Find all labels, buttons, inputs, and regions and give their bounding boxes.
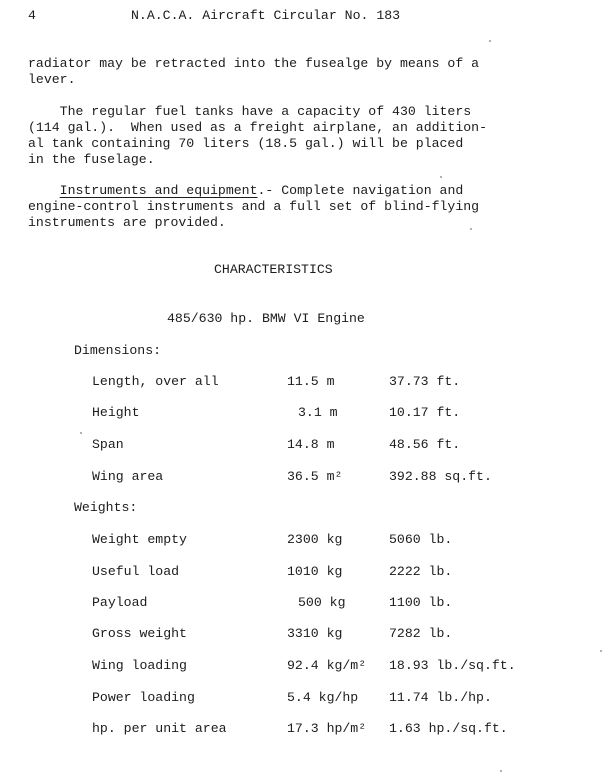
paragraph-line: in the fuselage. (28, 152, 155, 167)
imperial-value: 392.88 sq.ft. (389, 469, 492, 484)
metric-value: 3310 kg (287, 626, 343, 641)
paragraph-text: .- Complete navigation and (257, 183, 464, 198)
running-header: N.A.C.A. Aircraft Circular No. 183 (131, 8, 401, 23)
metric-value: 17.3 hp/m² (287, 721, 367, 736)
paragraph-line (28, 183, 463, 199)
imperial-value: 37.73 ft. (389, 374, 461, 389)
imperial-value: 2222 lb. (389, 564, 453, 579)
imperial-value: 1100 lb. (389, 595, 453, 610)
scan-speck (440, 176, 442, 178)
row-label: Span (92, 437, 124, 452)
scan-speck (470, 228, 472, 230)
imperial-value: 5060 lb. (389, 532, 453, 547)
row-label: Useful load (92, 564, 180, 579)
imperial-value: 18.93 lb./sq.ft. (389, 658, 516, 673)
metric-value: 14.8 m (287, 437, 335, 452)
weights-label: Weights: (74, 500, 138, 515)
metric-value: 36.5 m² (287, 469, 343, 484)
page-number: 4 (28, 8, 36, 23)
imperial-value: 11.74 lb./hp. (389, 690, 492, 705)
scan-speck (489, 40, 491, 42)
imperial-value: 7282 lb. (389, 626, 453, 641)
row-label: Power loading (92, 690, 195, 705)
scan-speck (80, 432, 82, 434)
paragraph-line: al tank containing 70 liters (18.5 gal.) will be placed (28, 136, 464, 151)
section-heading-instruments: Instruments and equipment (59, 183, 258, 198)
scan-speck (500, 770, 502, 772)
paragraph-line: (114 gal.). When used as a freight airplane, an addition- (28, 120, 487, 135)
row-label: Gross weight (92, 626, 187, 641)
row-label: Weight empty (92, 532, 187, 547)
scan-speck (600, 650, 602, 652)
paragraph-line: engine-control instruments and a full set of blind-flying (28, 199, 480, 214)
row-label: Wing area (92, 469, 164, 484)
paragraph-line: radiator may be retracted into the fusealge by means of a (28, 56, 480, 71)
paragraph-line: The regular fuel tanks have a capacity of 430 liters (28, 104, 472, 119)
row-label: Wing loading (92, 658, 187, 673)
metric-value: 5.4 kg/hp (287, 690, 359, 705)
characteristics-title: CHARACTERISTICS (214, 262, 333, 277)
imperial-value: 10.17 ft. (389, 405, 461, 420)
row-label: Height (92, 405, 140, 420)
dimensions-label: Dimensions: (74, 343, 162, 358)
metric-value: 11.5 m (287, 374, 335, 389)
row-label: Payload (92, 595, 148, 610)
imperial-value: 1.63 hp./sq.ft. (389, 721, 508, 736)
metric-value: 92.4 kg/m² (287, 658, 367, 673)
metric-value: 500 kg (298, 595, 346, 610)
metric-value: 2300 kg (287, 532, 343, 547)
row-label: Length, over all (92, 374, 219, 389)
engine-subtitle: 485/630 hp. BMW VI Engine (167, 311, 365, 326)
row-label: hp. per unit area (92, 721, 227, 736)
metric-value: 3.1 m (298, 405, 338, 420)
paragraph-line: instruments are provided. (28, 215, 226, 230)
imperial-value: 48.56 ft. (389, 437, 461, 452)
paragraph-line: lever. (28, 72, 76, 87)
metric-value: 1010 kg (287, 564, 343, 579)
